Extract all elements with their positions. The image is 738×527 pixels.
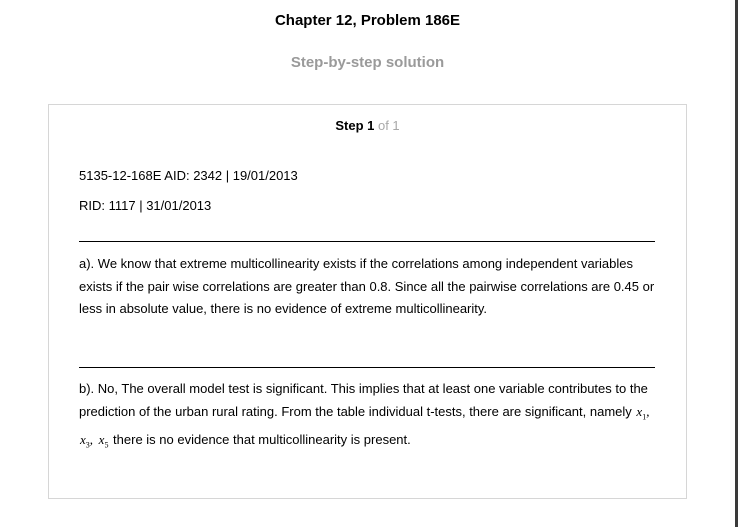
answer-b-intro: b). No, The overall model test is significant. This implies that at least one variable contributes to the prediction of the urban rural rating. From the table individual t-tests, there are significant, namely: [79, 381, 648, 419]
math-variable-x3: $x_3$,: [80, 431, 94, 450]
answer-part-b: [79, 378, 669, 457]
solution-subtitle: Step-by-step solution: [290, 54, 445, 71]
meta-rid-line: RID: 1117 | 31/01/2013: [79, 198, 212, 213]
math-variable-x5: $x_5$: [98, 431, 109, 450]
answer-b-conclusion: there is no evidence that multicollinearity is present.: [109, 431, 411, 447]
answer-part-a: a). We know that extreme multicollinearity exists if the correlations among independent variables exists if the pair wise correlations are greater than 0.8. Since all the pairwise correlations are 0.45 or less in absolute value, there is no evidence of extreme multicollinearity.: [79, 256, 655, 316]
step-label: Step 1: [335, 118, 375, 133]
step-indicator: [49, 118, 686, 133]
divider: [79, 241, 655, 242]
math-variable-x1: $x_1$,: [636, 403, 650, 422]
divider: [79, 367, 655, 368]
page-title: Chapter 12, Problem 186E: [274, 12, 461, 29]
meta-aid-line: 5135-12-168E AID: 2342 | 19/01/2013: [79, 168, 298, 183]
step-count: of 1: [374, 118, 400, 133]
solution-card: [48, 104, 687, 499]
